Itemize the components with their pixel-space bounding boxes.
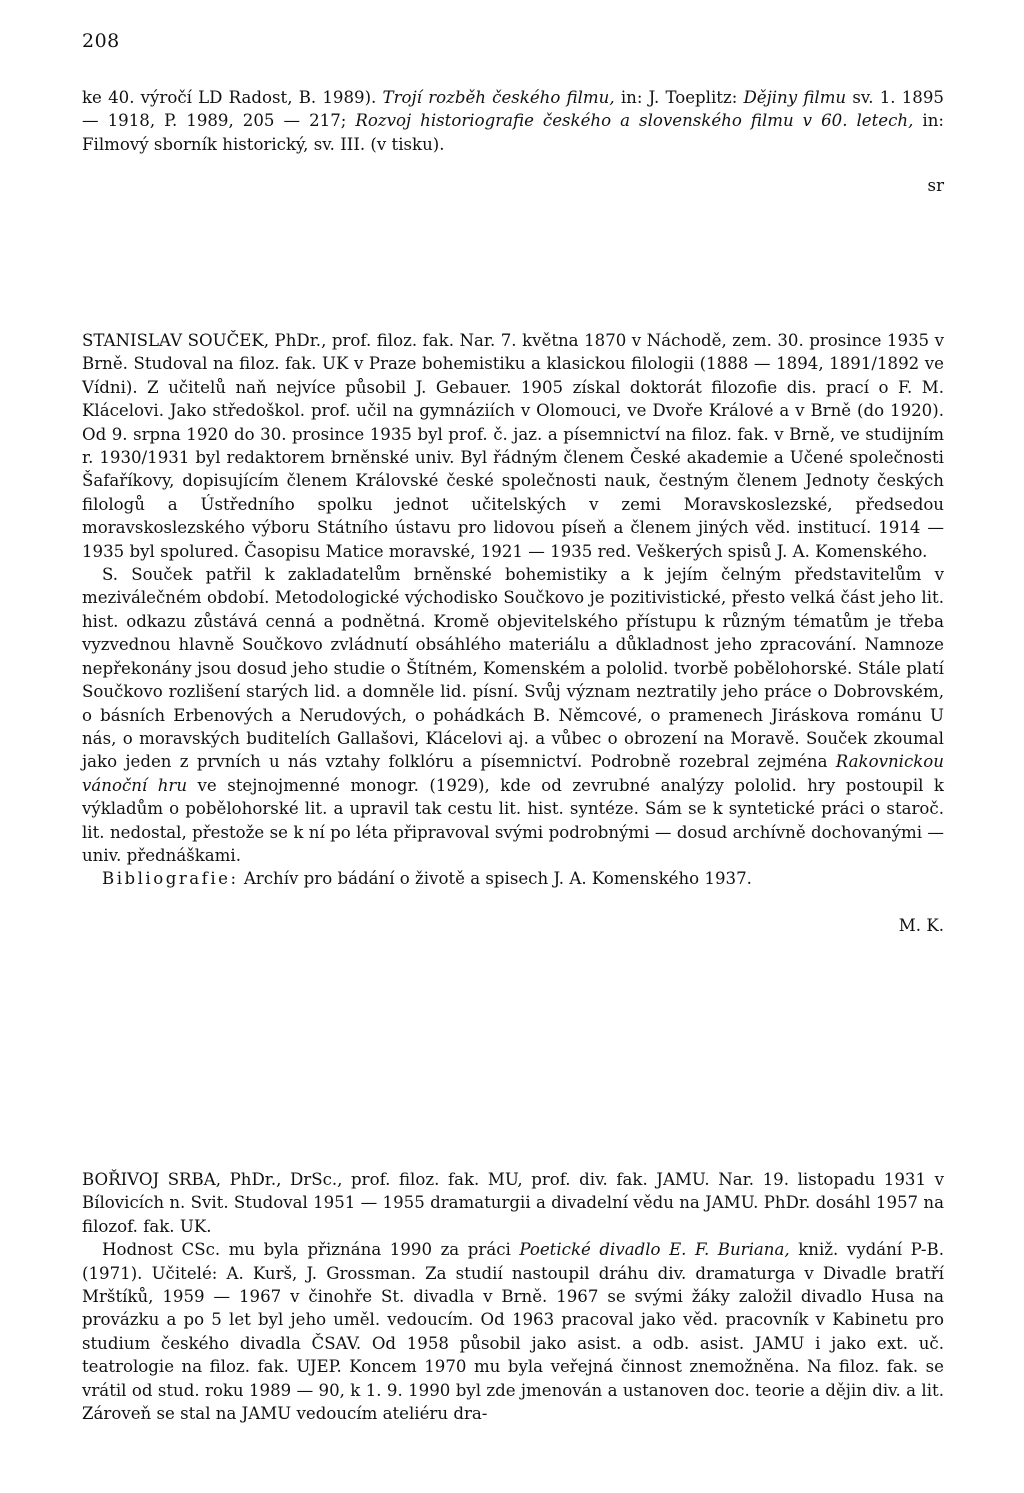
entry-srba [82, 1168, 944, 1425]
previous-entry-text-c: sv. 1. 1895 — 1918, P. 1989, 205 — 217; [82, 88, 944, 131]
srba-career-text-a: Hodnost CSc. mu byla přiznána 1990 za práci [102, 1240, 520, 1260]
page-number: 208 [82, 30, 120, 52]
soucek-bibliography [82, 867, 944, 890]
srba-career-paragraph [82, 1238, 944, 1425]
soucek-biography-paragraph: STANISLAV SOUČEK, PhDr., prof. filoz. fak. Nar. 7. května 1870 v Náchodě, zem. 30. prosince 1935 v Brně. Studoval na filoz. fak. UK v Praze bohemistiku a klasickou filologii (1888 — 1894, 1891/1892 ve Vídni). Z učitelů naň nejvíce působil J. Gebauer. 1905 získal doktorát filozofie dis. prací o F. M. Klácelovi. Jako středoškol. prof. učil na gymnáziích v Olomouci, ve Dvoře Králové a v Brně (do 1920). Od 9. srpna 1920 do 30. prosince 1935 byl prof. č. jaz. a písemnictví na filoz. fak. v Brně, ve studijním r. 1930/1931 byl redaktorem brněnské univ. Byl řádným členem České akademie a Učené společnosti Šafaříkovy, dopisujícím členem Královské české společnosti nauk, čestným členem Jednoty českých filologů a Ústředního spolku jednot učitelských v zemi Moravskoslezské, předsedou moravskoslezského výboru Státního ústavu pro lidovou píseň a členem jiných věd. institucí. 1914 — 1935 byl spolured. Časopisu Matice moravské, 1921 — 1935 red. Veškerých spisů J. A. Komenského. [82, 331, 944, 561]
srba-work-title: Poetické divadlo E. F. Buriana, [519, 1240, 790, 1260]
srba-biography-paragraph: BOŘIVOJ SRBA, PhDr., DrSc., prof. filoz. fak. MU, prof. div. fak. JAMU. Nar. 19. listopadu 1931 v Bílovicích n. Svit. Studoval 1951 — 1955 dramaturgii a divadelní vědu na JAMU. PhDr. dosáhl 1957 na filozof. fak. UK. [82, 1170, 944, 1236]
entry-soucek [82, 329, 944, 937]
previous-entry-signature: sr [927, 176, 944, 196]
previous-entry-title-c: Rozvoj historiografie českého a slovenského filmu v 60. letech, [355, 111, 914, 131]
previous-entry-title-a: Trojí rozběh českého filmu, [382, 88, 615, 107]
srba-career-text-b: kniž. vydání P-B. (1971). Učitelé: A. Kurš, J. Grossman. Za studií nastoupil dráhu div. dramaturga v Divadle bratří Mrštíků, 1959 — 1967 v činohře St. divadla v Brně. 1967 se svými žáky založil divadlo Husa na provázku a po 5 let byl jeho uměl. vedoucím. Od 1963 pracoval jako věd. pracovník v Kabinetu pro studium českého divadla ČSAV. Od 1958 působil jako asist. a odb. asist. JAMU i jako ext. uč. teatrologie na filoz. fak. UJEP. Koncem 1970 mu byla veřejná činnost znemožněna. Na filoz. fak. se vrátil od stud. roku 1989 — 90, k 1. 9. 1990 byl zde jmenován a ustanoven doc. teorie a dějin div. a lit. Zároveň se stal na JAMU vedoucím ateliéru dra- [82, 1240, 945, 1424]
previous-entry-text-b: in: J. Toeplitz: [614, 88, 744, 107]
bibliography-text: Archív pro bádání o životě a spisech J. A. Komenského 1937. [238, 869, 752, 889]
previous-entry-title-b: Dějiny filmu [743, 88, 847, 107]
previous-entry-text [82, 86, 944, 156]
previous-entry-continuation [82, 86, 944, 198]
soucek-evaluation-text-a: S. Souček patřil k zakladatelům brněnské bohemistiky a k jejím čelným představitelům v meziválečném období. Metodologické východisko Součkovo je pozitivistické, přesto velká část jeho lit. hist. odkazu zůstává cenná a podnětná. Kromě objevitelského přístupu k různým tématům je třeba vyzvednou hlavně Součkovo zvládnutí obsáhlého materiálu a důkladnost jeho zpracování. Namnoze nepřekonány jsou dosud jeho studie o Štítném, Komenském a pololid. tvorbě pobělohorské. Stále platí Součkovo rozlišení starých lid. a domněle lid. písní. Svůj význam neztratily jeho práce o Dobrovském, o básních Erbenových a Nerudových, o pohádkách B. Němcové, o pramenech Jiráskova románu U nás, o moravských buditelích Gallašovi, Klácelovi aj. a vůbec o obrození na Moravě. Souček zkoumal jako jeden z prvních u nás vztahy folklóru a písemnictví. Podrobně rozebral zejména [82, 565, 944, 772]
soucek-signature: M. K. [898, 915, 944, 935]
soucek-evaluation-paragraph [82, 563, 944, 867]
soucek-work-title: Rakovnickou vánoční hru [82, 752, 944, 795]
bibliography-label: Bibliografie: [102, 869, 239, 889]
previous-entry-text-d: in: Filmový sborník historický, sv. III. (v tisku). [82, 111, 944, 154]
soucek-evaluation-text-b: ve stejnojmenné monogr. (1929), kde od zevrubné analýzy pololid. hry postoupil k výkladům o pobělohorské lit. a upravil tak cestu lit. hist. syntéze. Sám se k syntetické práci o staroč. lit. nedostal, přestože se k ní po léta připravoval svými podrobnými — dosud archívně dochovanými — univ. přednáškami. [82, 775, 944, 865]
previous-entry-text-a: ke 40. výročí LD Radost, B. 1989). [82, 88, 383, 107]
